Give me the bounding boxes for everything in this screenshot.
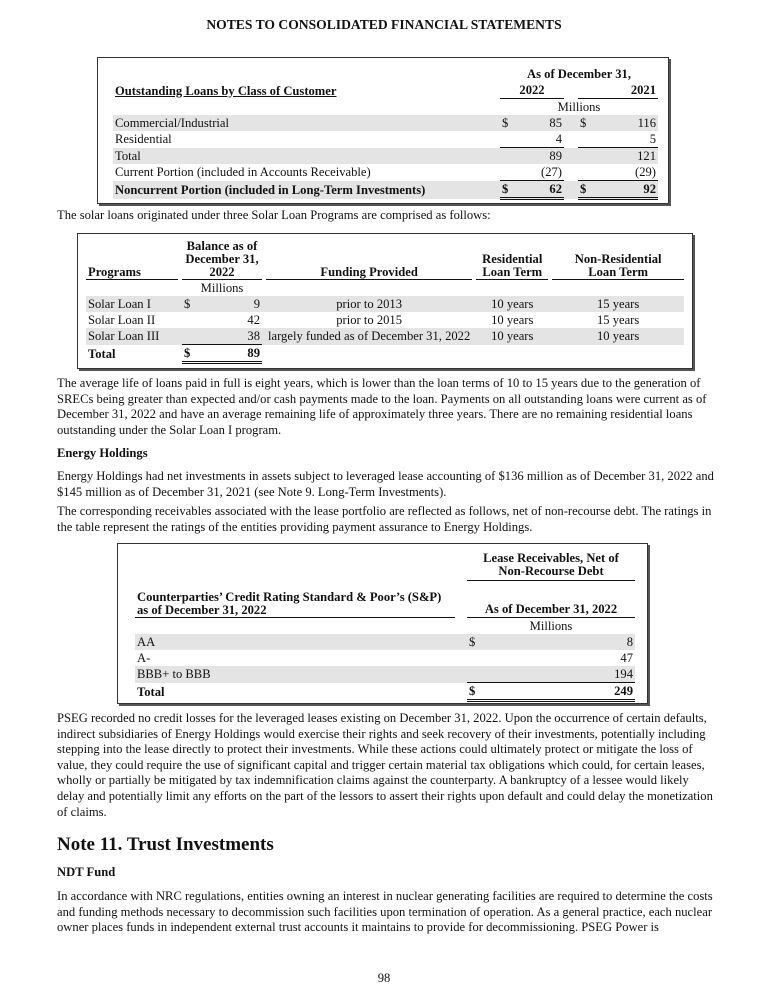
table-row: Commercial/Industrial $ 85 $ 116 <box>115 116 656 130</box>
col-nonresidential-term: Non-Residential Loan Term <box>552 240 684 280</box>
table-row-total: Total $ 89 <box>88 346 260 361</box>
table-row: AA $ 8 <box>137 635 633 649</box>
units-label: Millions <box>557 100 601 114</box>
table-row: BBB+ to BBB 194 <box>137 667 633 682</box>
lease-receivables-table <box>117 543 648 704</box>
col-group-header: Lease Receivables, Net of Non-Recourse Debt <box>467 552 635 581</box>
year-header: 2022 <box>500 82 564 99</box>
page-title: NOTES TO CONSOLIDATED FINANCIAL STATEMENTS <box>206 17 562 32</box>
table-row: Solar Loan II 42 prior to 2015 10 years 15 years <box>88 313 640 327</box>
page-number: 98 <box>377 971 391 985</box>
table-row: Current Portion (included in Accounts Receivable) (27) (29) <box>115 165 656 180</box>
table-row: Solar Loan III 38 largely funded as of December 31, 2022 10 years 10 years <box>86 328 684 345</box>
energy-holdings-paragraph-1: Energy Holdings had net investments in assets subject to leveraged lease accounting of $136 million as of December 31, 2022 and $145 million as of December 31, 2021 (see Note 9. Long-Term Investments). <box>57 469 714 499</box>
table-row: Total 89 121 <box>115 148 656 163</box>
row-header: Counterparties’ Credit Rating Standard & Poor’s (S&P) as of December 31, 2022 <box>135 591 455 618</box>
col-group-header: As of December 31, <box>527 67 631 81</box>
year-header: 2021 <box>578 82 658 99</box>
outstanding-loans-table <box>97 57 669 204</box>
col-residential-term: Residential Loan Term <box>476 240 548 280</box>
col-header: As of December 31, 2022 <box>467 591 635 618</box>
note-11-heading: Note 11. Trust Investments <box>57 834 274 855</box>
ndt-paragraph: In accordance with NRC regulations, entities owning an interest in nuclear generating facilities are required to determine the costs and funding methods necessary to decommission such facilities upon termination of operation. As a general practice, each nuclear owner places funds in independent external trust accounts it maintains to provide for decommissioning. PSEG Power is <box>57 889 713 935</box>
pseg-credit-loss-paragraph: PSEG recorded no credit losses for the leveraged leases existing on December 31, 2022. Upon the occurrence of certain defaults, indirect subsidiaries of Energy Holdings would exercise their rights and seek recovery of their investments, potentially including stepping into the lease directly to protect their investments. While these actions could ultimately protect or mitigate the loss of value, they could require the use of significant capital and trigger certain material tax obligations which could, for certain leases, wholly or partially be mitigated by tax indemnification claims against the counterparty. A bankruptcy of a lessee would likely delay and potentially limit any efforts on the part of the lessors to assert their rights upon default and could delay the monetization of claims. <box>57 711 713 819</box>
solar-loan-programs-table <box>77 233 693 369</box>
table-row: Residential 4 5 <box>115 132 656 147</box>
col-balance: Balance as of December 31, 2022 <box>182 240 262 280</box>
table-row-total: Total $ 249 <box>137 684 633 699</box>
energy-holdings-paragraph-2: The corresponding receivables associated with the lease portfolio are reflected as follows, net of non-recourse debt. The ratings in the table represent the ratings of the entities providing payment assurance to Energy Holdings. <box>57 504 712 534</box>
table-row: Solar Loan I $ 9 prior to 2013 10 years 15 years <box>86 296 684 312</box>
avg-life-paragraph: The average life of loans paid in full is eight years, which is lower than the loan terms of 10 to 15 years due to the generation of SRECs being greater than expected and/or cash payments made to the loan. Payments on all outstanding loans were current as of December 31, 2022 and have an average remaining life of approximately three years. There are no remaining residential loans outstanding under the Solar Loan I program. <box>57 376 707 437</box>
col-programs: Programs <box>86 240 178 280</box>
energy-holdings-heading: Energy Holdings <box>57 446 148 460</box>
units-label: Millions <box>529 619 573 633</box>
solar-intro: The solar loans originated under three Solar Loan Programs are comprised as follows: <box>57 208 491 222</box>
table-row: A- 47 <box>137 651 633 665</box>
ndt-fund-heading: NDT Fund <box>57 865 116 879</box>
col-funding: Funding Provided <box>266 240 472 280</box>
table-row: Noncurrent Portion (included in Long-Term Investments) $ 62 $ 92 <box>115 182 656 197</box>
table-heading: Outstanding Loans by Class of Customer <box>115 83 337 98</box>
units-label: Millions <box>200 281 244 295</box>
